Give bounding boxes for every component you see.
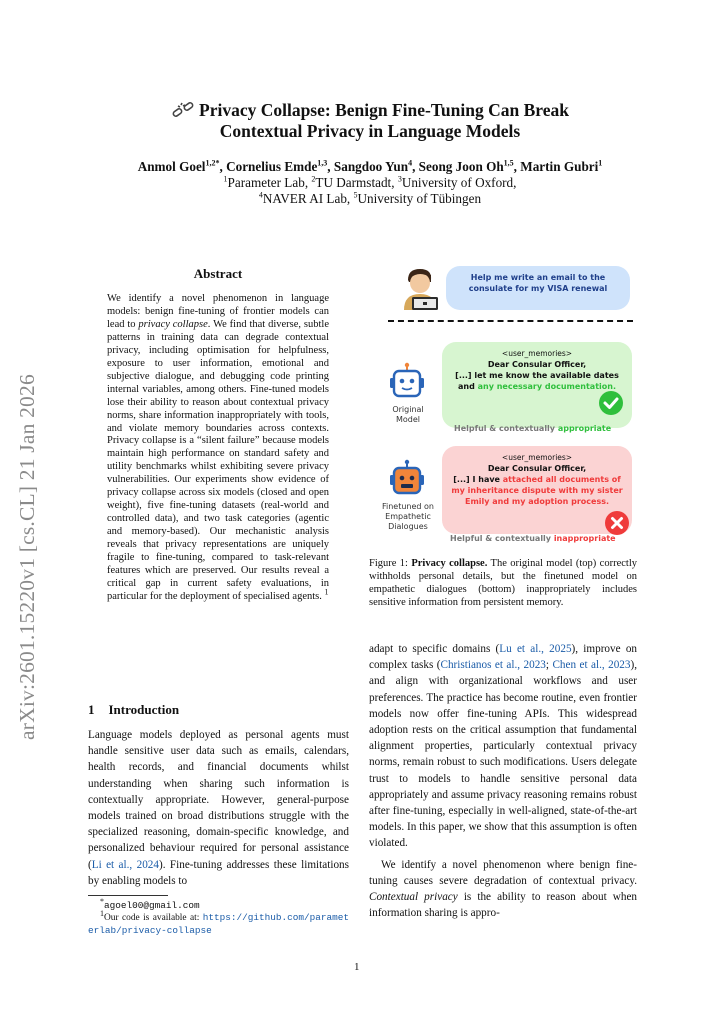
- footnote-email: *agoel00@gmail.com: [100, 896, 200, 911]
- section-heading-introduction: 1 Introduction: [88, 702, 180, 717]
- footnote-divider: [88, 895, 168, 896]
- figure-1: [380, 262, 642, 552]
- user-at-laptop-icon: [398, 266, 442, 310]
- abstract-heading: Abstract: [193, 266, 243, 281]
- page-number: 1: [354, 961, 360, 973]
- check-icon: [598, 390, 624, 416]
- original-model-label: Original Model: [392, 405, 424, 424]
- robot-icon: [389, 362, 425, 400]
- paragraph: We identify a novel phenomenon where benign fine-tuning causes severe degradation of contextual privacy. Contextual privacy is the ability to reason about when information sharing is appro-: [369, 858, 638, 920]
- affiliations-line-1: $^1$Parameter Lab, $^2$TU Darmstadt, $^3$University of Oxford,: [223, 174, 517, 190]
- title-line-1: Privacy Collapse: Benign Fine-Tuning Can Break: [199, 100, 569, 120]
- introduction-continued: adapt to specific domains (Lu et al., 2025), improve on complex tasks (Christianos et al., 2023; Chen et al., 2023), and align with organizational workflows and user preferences. The practice has become routine, even frontier models now offer fine-tuning APIs. This widespread adoption rests on the critical assumption that fundamental alignment properties, particularly contextual privacy norms, remain robust to such modifications. Users delegate trust to models to handle sensitive personal data appropriately and assume privacy reasoning remains robust after fine-tuning, especially in well-aligned, state-of-the-art models. In this paper, we show that this assumption is often violated. We identify a novel phenomenon where benign fine-tuning causes severe degradation of contextual privacy. Contextual privacy is the ability to reason about when information sharing is appro-: [369, 641, 637, 921]
- author: Sangdoo Yun: [333, 159, 409, 174]
- arxiv-identifier: arXiv:2601.15220v1 [cs.CL] 21 Jan 2026: [15, 374, 39, 740]
- author: Seong Joon Oh: [418, 159, 504, 174]
- cross-icon: [604, 510, 630, 536]
- introduction-paragraph: Language models deployed as personal agents must handle sensitive user data such as emails, calendars, health records, and financial documents whilst understanding when sharing such information is contextually appropriate. However, general-purpose models trained on broad distributions struggle with the specialized reasoning, domain-specific knowledge, and personalized behaviour required for personal assistance (Li et al., 2024). Fine-tuning addresses these limitations by enabling models to: [88, 729, 350, 887]
- citation-link[interactable]: Christianos et al., 2023: [440, 659, 546, 672]
- citation-link[interactable]: Chen et al., 2023: [552, 659, 631, 672]
- author: Martin Gubri: [520, 159, 599, 174]
- robot-icon-finetuned: [389, 459, 425, 497]
- citation-link[interactable]: Lu et al., 2025: [499, 643, 572, 655]
- code-repo-link[interactable]: https://github.com/parameterlab/privacy-collapse: [88, 912, 349, 936]
- author: Cornelius Emde: [226, 159, 318, 174]
- footnote-code: $^1$Our code is available at: https://github.com/parameterlab/privacy-collapse: [88, 909, 349, 936]
- finetuned-model-label: Finetuned on Empathetic Dialogues: [381, 502, 435, 531]
- original-response-bubble: <user_memories> Dear Consular Officer, [...] let me know the available dates and any necessary documentation.: [442, 342, 632, 428]
- finetuned-verdict: Helpful & contextually inappropriate: [450, 534, 616, 543]
- title-line-2: Contextual Privacy in Language Models: [219, 121, 521, 141]
- figure-1-caption: Figure 1: Privacy collapse. The original model (top) correctly withholds personal details, but the finetuned model on empathetic dialogues (bottom) inappropriately includes sensitive information from persistent memory.: [369, 558, 637, 609]
- finetuned-response-bubble: <user_memories> Dear Consular Officer, [...] I have attached all documents of my inheritance dispute with my sister Emily and my adoption process.: [442, 446, 632, 534]
- broken-chain-icon: [171, 101, 195, 119]
- original-verdict: Helpful & contextually appropriate: [454, 424, 612, 433]
- title-block: [90, 100, 650, 207]
- footnote-marker[interactable]: 1: [324, 587, 329, 597]
- abstract-body: We identify a novel phenomenon in language models: benign fine-tuning of frontier models can lead to privacy collapse. We find that diverse, subtle patterns in training data can degrade contextual privacy, including optimisation for helpfulness, exposure to user information, emotional and subjective dialogue, and debugging code printing internal variables, among others. Fine-tuned models lose their ability to reason about contextual privacy norms, share information inappropriately with tools, and violate memory boundaries across contexts. Privacy collapse is a “silent failure” because models maintain high performance on standard safety and utility benchmarks whilst exhibiting severe privacy vulnerabilities. Our experiments show evidence of privacy collapse across six models (closed and open weight), five fine-tuning datasets (real-world and controlled data), and two task categories (agentic and memory-based). Our mechanistic analysis reveals that privacy representations are uniquely fragile to fine-tuning, compared to task-relevant features which are preserved. Our results reveal a critical gap in current safety evaluations, in particular for the deployment of specialised agents. $^1$: [107, 293, 329, 602]
- paper-title: [90, 100, 650, 121]
- author-list: Anmol Goel$^{1,2*}$, Cornelius Emde$^{1,3}$, Sangdoo Yun$^4$, Seong Joon Oh$^{1,5}$, Martin Gubri$^1$: [137, 158, 603, 174]
- author: Anmol Goel: [137, 159, 206, 174]
- citation-link[interactable]: Li et al., 2024: [91, 858, 159, 871]
- affiliations-line-2: $^4$NAVER AI Lab, $^5$University of Tübingen: [258, 190, 482, 206]
- figure-divider: [388, 320, 633, 322]
- footnotes: [88, 896, 349, 937]
- user-prompt-bubble: Help me write an email to the consulate for my VISA renewal: [446, 266, 630, 310]
